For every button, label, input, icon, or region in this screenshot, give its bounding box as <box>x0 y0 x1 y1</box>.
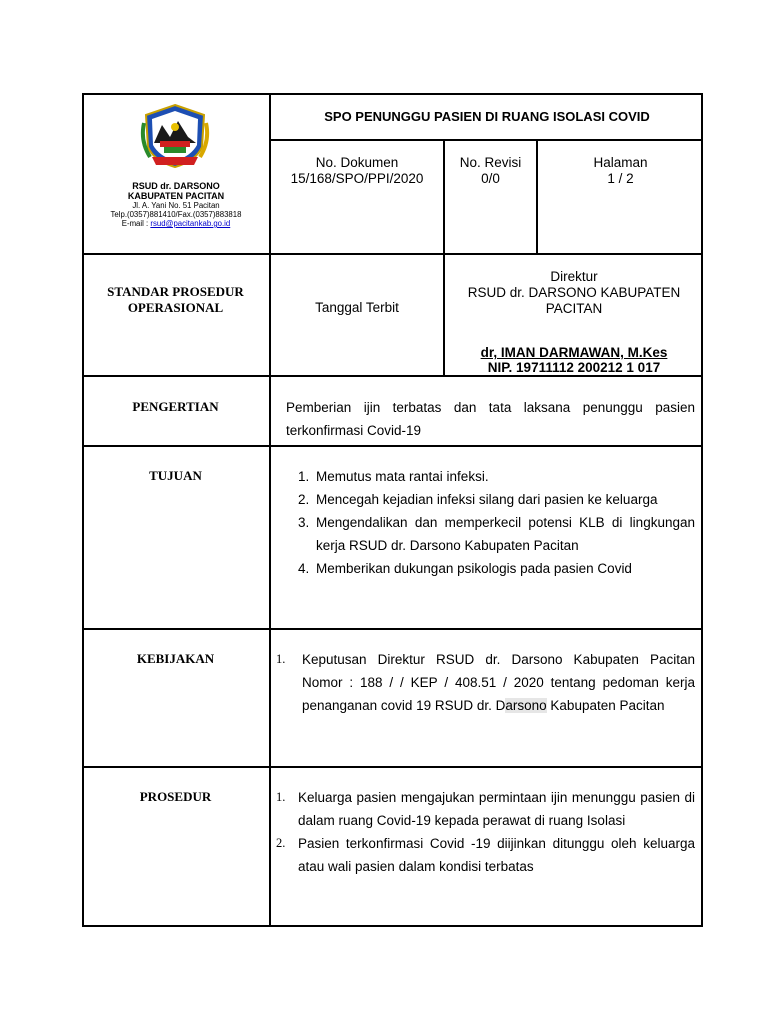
tanggal-terbit-label: Tanggal Terbit <box>315 300 399 315</box>
pengertian-label: PENGERTIAN <box>132 399 219 414</box>
email-link[interactable]: rsud@pacitankab.go.id <box>150 219 231 228</box>
list-text: Pasien terkonfirmasi Covid -19 diijinkan ditunggu oleh keluarga atau wali pasien dalam kondisi terbatas <box>298 836 695 874</box>
list-item <box>286 465 695 488</box>
hospital-name-line1: RSUD dr. DARSONO <box>132 181 220 191</box>
kebijakan-list <box>268 648 695 717</box>
spo-label-line2: OPERASIONAL <box>127 300 224 315</box>
kabupaten-pacitan-crest-icon <box>140 103 210 169</box>
director-city: PACITAN <box>545 301 603 316</box>
list-item <box>268 648 695 717</box>
document-title: SPO PENUNGGU PASIEN DI RUANG ISOLASI COVID <box>324 109 650 124</box>
prosedur-label: PROSEDUR <box>139 789 212 804</box>
row-divider <box>82 766 703 768</box>
highlighted-text: arsono <box>505 698 547 713</box>
hospital-phone: Telp.(0357)881410/Fax.(0357)883818 <box>110 210 242 219</box>
row-divider <box>82 253 703 255</box>
revisi-value: 0/0 <box>481 171 500 186</box>
tujuan-list <box>286 465 695 580</box>
director-name: dr, IMAN DARMAWAN, M.Kes <box>480 345 668 360</box>
halaman-value: 1 / 2 <box>607 171 634 186</box>
director-hospital: RSUD dr. DARSONO KABUPATEN <box>467 285 681 300</box>
list-item <box>286 557 695 580</box>
pengertian-text: Pemberian ijin terbatas dan tata laksana penunggu pasien terkonfirmasi Covid-19 <box>286 400 695 438</box>
list-text-end: Kabupaten Pacitan <box>546 698 665 713</box>
tujuan-label: TUJUAN <box>149 468 202 483</box>
list-text: Mengendalikan dan memperkecil potensi KLB di lingkungan kerja RSUD dr. Darsono Kabupaten Pacitan <box>316 515 695 553</box>
list-number: 2. <box>298 492 310 507</box>
spo-label <box>82 284 269 316</box>
dokumen-cell <box>271 155 443 187</box>
hospital-address: Jl. A. Yani No. 51 Pacitan <box>132 201 220 210</box>
prosedur-list <box>268 786 695 878</box>
row-divider <box>82 628 703 630</box>
revisi-cell <box>445 155 536 187</box>
halaman-cell <box>538 155 703 187</box>
email-label: E-mail : <box>121 219 151 228</box>
list-number: 4. <box>298 561 310 576</box>
director-title: Direktur <box>550 269 598 284</box>
row-divider <box>82 445 703 447</box>
hospital-email-row <box>86 219 266 228</box>
list-number: 1. <box>298 469 310 484</box>
list-text: Memutus mata rantai infeksi. <box>316 469 489 484</box>
kebijakan-label: KEBIJAKAN <box>136 651 215 666</box>
list-number: 1. <box>276 652 286 666</box>
list-text: Keluarga pasien mengajukan permintaan ijin menunggu pasien di dalam ruang Covid-19 kepada perawat di ruang Isolasi <box>298 790 695 828</box>
revisi-label: No. Revisi <box>459 155 522 170</box>
list-text: Keputusan Direktur RSUD dr. Darsono Kabupaten Pacitan Nomor : 188 / / KEP / 408.51 / 2020 tentang pedoman kerja penanganan covid 19 RSUD dr. D <box>302 652 695 713</box>
hospital-name-line2: KABUPATEN PACITAN <box>127 191 225 201</box>
list-number: 2. <box>276 836 286 850</box>
list-text: Mencegah kejadian infeksi silang dari pasien ke keluarga <box>316 492 658 507</box>
dokumen-value: 15/168/SPO/PPI/2020 <box>290 171 424 186</box>
director-nip: NIP. 19711112 200212 1 017 <box>487 360 661 375</box>
director-block <box>445 269 703 317</box>
director-signature <box>445 345 703 375</box>
list-text: Memberikan dukungan psikologis pada pasien Covid <box>316 561 632 576</box>
spo-document <box>82 93 703 927</box>
spo-label-line1: STANDAR PROSEDUR <box>107 284 244 299</box>
list-number: 1. <box>276 790 286 804</box>
dokumen-label: No. Dokumen <box>315 155 399 170</box>
list-item <box>268 786 695 832</box>
halaman-label: Halaman <box>593 155 648 170</box>
list-item <box>286 488 695 511</box>
hospital-info <box>86 181 266 228</box>
row-divider <box>269 139 703 141</box>
list-number: 3. <box>298 515 310 530</box>
list-item <box>286 511 695 557</box>
row-divider <box>82 375 703 377</box>
list-item <box>268 832 695 878</box>
